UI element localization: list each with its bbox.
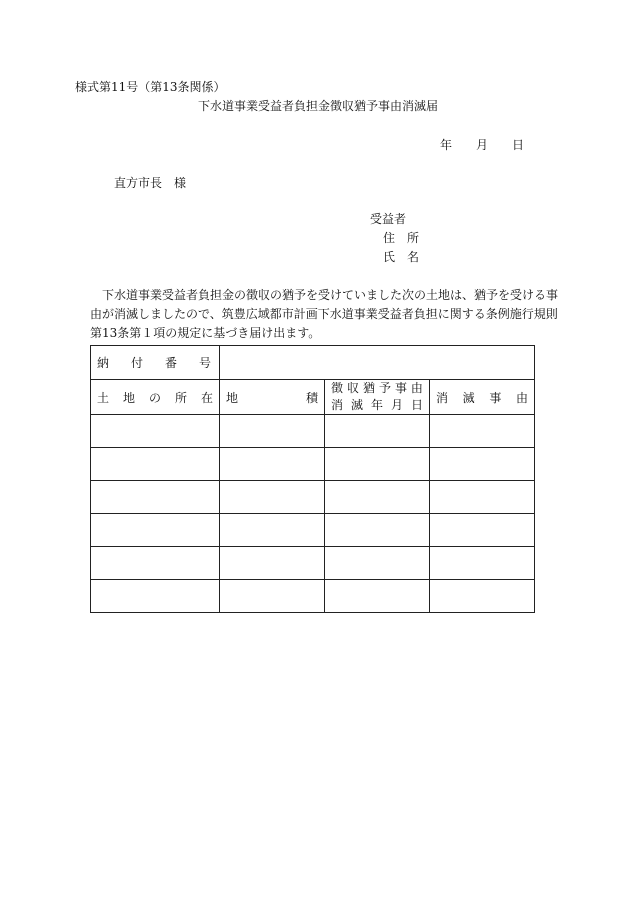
location-cell[interactable] bbox=[91, 448, 220, 481]
extinction-date-cell[interactable] bbox=[325, 415, 430, 448]
location-cell[interactable] bbox=[91, 481, 220, 514]
table-row bbox=[91, 415, 535, 448]
table-row bbox=[91, 547, 535, 580]
table-row bbox=[91, 481, 535, 514]
notice-body-line: 第13条第１項の規定に基づき届け出ます。 bbox=[90, 326, 321, 340]
table-row bbox=[91, 448, 535, 481]
location-cell[interactable] bbox=[91, 547, 220, 580]
extinction-date-cell[interactable] bbox=[325, 481, 430, 514]
location-cell[interactable] bbox=[91, 415, 220, 448]
extinction-date-cell[interactable] bbox=[325, 580, 430, 613]
notice-body-line: 由が消滅しましたので、筑豊広域都市計画下水道事業受益者負担に関する条例施行規則 bbox=[90, 307, 558, 321]
location-cell[interactable] bbox=[91, 580, 220, 613]
applicant-address-label: 住 所 bbox=[383, 231, 420, 245]
extinction-reason-cell[interactable] bbox=[430, 514, 535, 547]
notice-body-line: 下水道事業受益者負担金の徴収の猶予を受けていました次の土地は、猶予を受ける事 bbox=[90, 288, 559, 302]
payment-number-row bbox=[91, 346, 535, 380]
payment-number-label-chars: 納 付 番 号 bbox=[97, 356, 211, 370]
location-cell[interactable] bbox=[91, 514, 220, 547]
table-row bbox=[91, 580, 535, 613]
area-cell[interactable] bbox=[220, 514, 325, 547]
area-cell[interactable] bbox=[220, 580, 325, 613]
header-area: 地 積 bbox=[220, 380, 325, 415]
notice-body bbox=[90, 286, 559, 343]
extinction-reason-cell[interactable] bbox=[430, 481, 535, 514]
area-cell[interactable] bbox=[220, 415, 325, 448]
date-day-label: 日 bbox=[512, 138, 525, 152]
addressee: 直方市長 様 bbox=[114, 176, 187, 190]
extinction-date-cell[interactable] bbox=[325, 514, 430, 547]
form-number-label: 様式第11号（第13条関係） bbox=[75, 80, 226, 94]
extinction-reason-cell[interactable] bbox=[430, 547, 535, 580]
area-cell[interactable] bbox=[220, 448, 325, 481]
header-grace-extinction-date: 徴 収 猶 予 事 由 消 滅 年 月 日 bbox=[325, 380, 430, 415]
payment-number-label bbox=[91, 346, 220, 380]
date-year-label: 年 bbox=[440, 138, 453, 152]
land-table bbox=[90, 345, 535, 613]
date-month-label: 月 bbox=[476, 138, 489, 152]
extinction-date-cell[interactable] bbox=[325, 547, 430, 580]
applicant-heading: 受益者 bbox=[370, 212, 407, 226]
form-title: 下水道事業受益者負担金徴収猶予事由消滅届 bbox=[198, 99, 439, 113]
applicant-name-label: 氏 名 bbox=[383, 250, 420, 264]
area-cell[interactable] bbox=[220, 547, 325, 580]
header-location: 土 地 の 所 在 bbox=[91, 380, 220, 415]
table-row bbox=[91, 514, 535, 547]
header-extinction-reason: 消 滅 事 由 bbox=[430, 380, 535, 415]
area-cell[interactable] bbox=[220, 481, 325, 514]
extinction-reason-cell[interactable] bbox=[430, 580, 535, 613]
header-row bbox=[91, 380, 535, 415]
payment-number-field[interactable] bbox=[220, 346, 535, 380]
extinction-date-cell[interactable] bbox=[325, 448, 430, 481]
extinction-reason-cell[interactable] bbox=[430, 448, 535, 481]
extinction-reason-cell[interactable] bbox=[430, 415, 535, 448]
